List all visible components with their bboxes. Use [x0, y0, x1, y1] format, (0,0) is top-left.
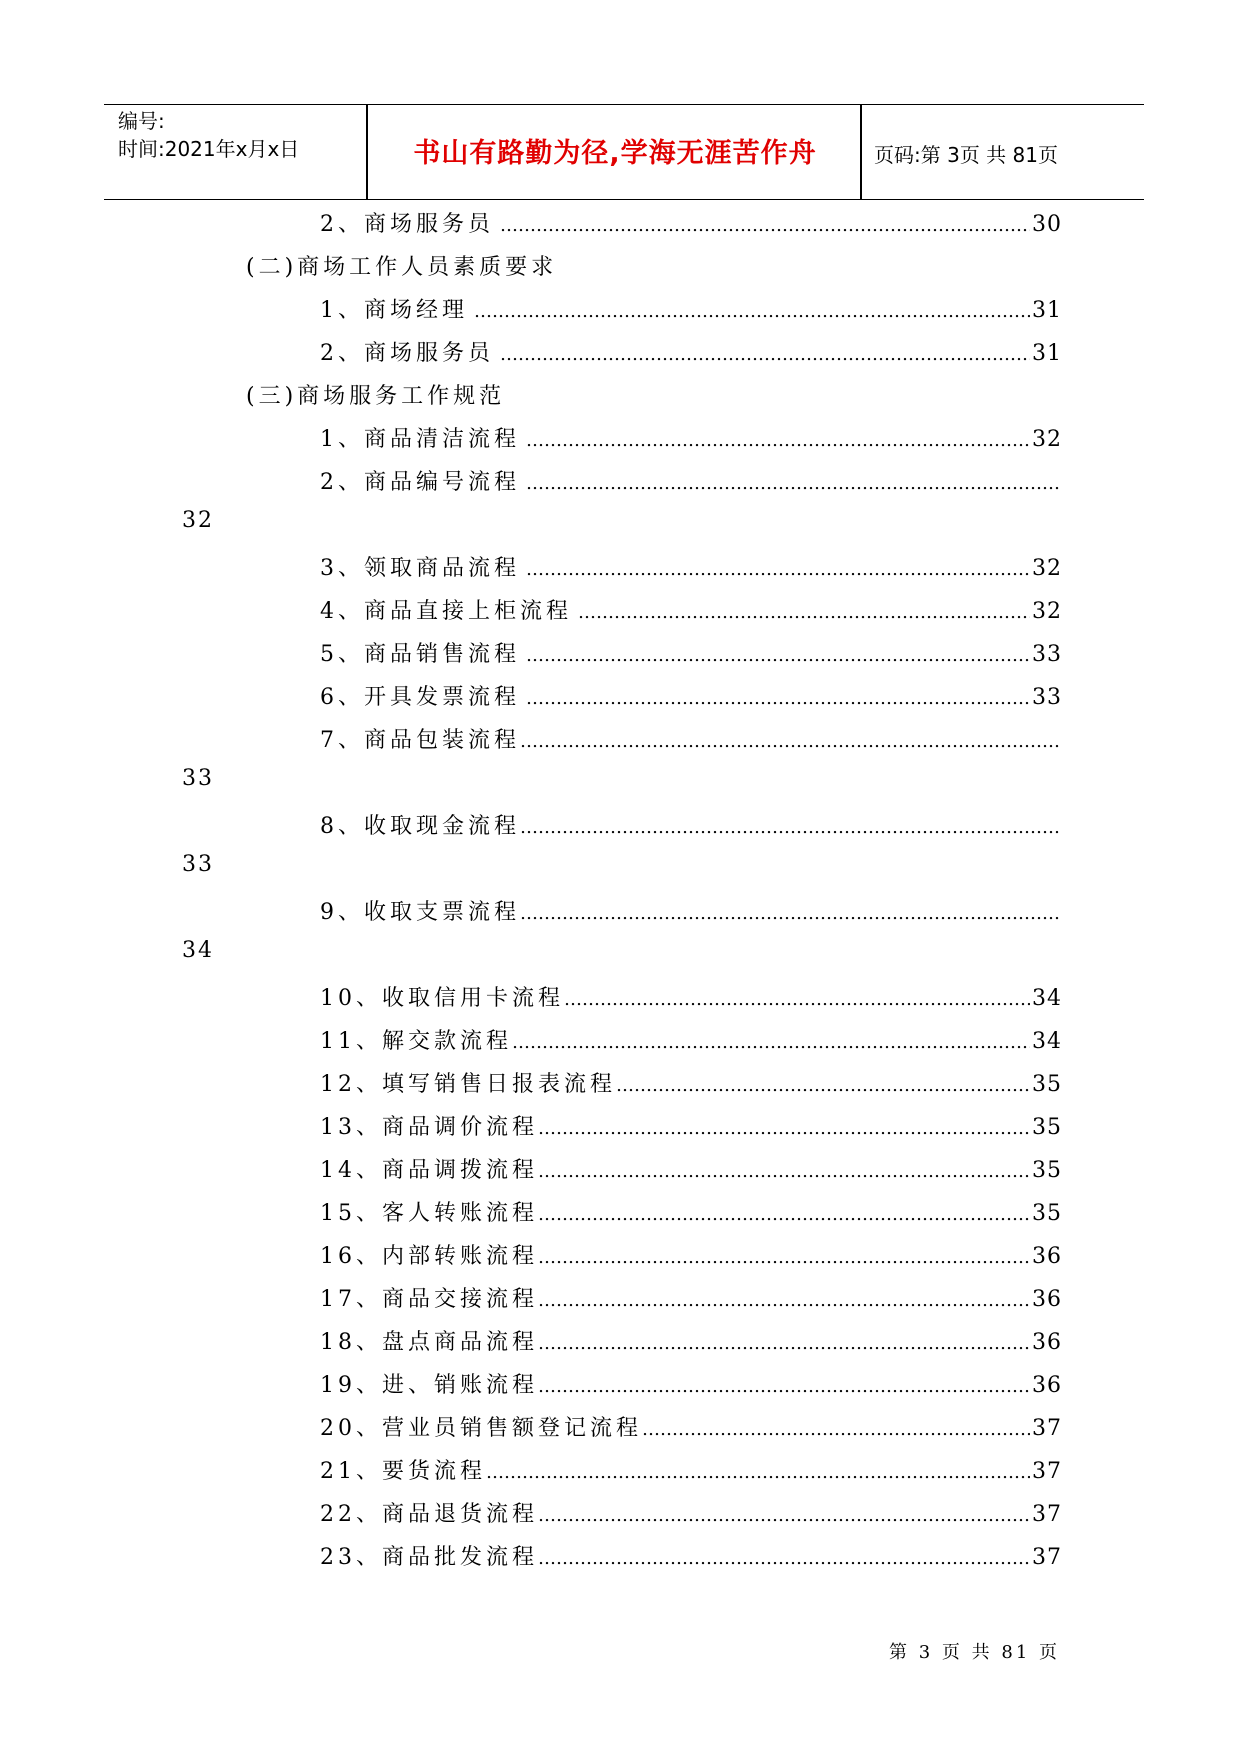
toc-entry-page: 35 — [1032, 1201, 1062, 1226]
toc-leader — [520, 903, 1060, 924]
toc-entry-page-wrapped: 32 — [182, 508, 214, 533]
toc-entry[interactable] — [320, 594, 1062, 624]
page-header — [104, 104, 1144, 200]
toc-entry-page: 34 — [1032, 1029, 1062, 1054]
toc-entry-label: 21、要货流程 — [320, 1459, 486, 1484]
toc-entry-label: 17、商品交接流程 — [320, 1287, 538, 1312]
toc-leader — [538, 1548, 1030, 1569]
toc-leader — [500, 215, 1030, 236]
toc-leader — [538, 1204, 1030, 1225]
toc-leader — [564, 989, 1030, 1010]
page-footer: 第 3 页 共 81 页 — [889, 1642, 1060, 1663]
toc-entry[interactable] — [320, 465, 1062, 495]
toc-entry[interactable] — [320, 895, 1062, 925]
toc-leader — [520, 731, 1060, 752]
toc-entry-label: 13、商品调价流程 — [320, 1115, 538, 1140]
toc-leader — [538, 1376, 1030, 1397]
toc-entry-label: 5、商品销售流程 — [320, 642, 520, 667]
toc-entry-page: 33 — [1032, 685, 1062, 710]
toc-entry[interactable] — [320, 336, 1062, 366]
toc-entry[interactable] — [320, 1368, 1062, 1398]
toc-leader — [538, 1247, 1030, 1268]
toc-leader — [526, 559, 1030, 580]
toc-entry-page: 32 — [1032, 599, 1062, 624]
toc-leader — [538, 1333, 1030, 1354]
toc-entry[interactable] — [320, 422, 1062, 452]
toc-entry[interactable] — [320, 1153, 1062, 1183]
toc-entry[interactable] — [320, 1024, 1062, 1054]
toc-entry-page-wrapped: 33 — [182, 852, 214, 877]
toc-entry-page: 37 — [1032, 1545, 1062, 1570]
toc-entry-label: 18、盘点商品流程 — [320, 1330, 538, 1355]
toc-entry[interactable] — [320, 1540, 1062, 1570]
toc-leader — [526, 473, 1060, 494]
toc-entry-label: 16、内部转账流程 — [320, 1244, 538, 1269]
toc-entry-page: 37 — [1032, 1502, 1062, 1527]
toc-entry-page: 36 — [1032, 1373, 1062, 1398]
toc-entry-label: 6、开具发票流程 — [320, 685, 520, 710]
toc-entry[interactable] — [320, 1239, 1062, 1269]
toc-entry-label: 2、商场服务员 — [320, 341, 494, 366]
toc-entry-label: 2、商场服务员 — [320, 212, 494, 237]
toc-entry[interactable] — [320, 551, 1062, 581]
toc-leader — [538, 1118, 1030, 1139]
toc-leader — [578, 602, 1030, 623]
toc-leader — [642, 1419, 1030, 1440]
toc-entry[interactable] — [320, 1497, 1062, 1527]
toc-entry[interactable] — [320, 1454, 1062, 1484]
toc-entry-label: 20、营业员销售额登记流程 — [320, 1416, 642, 1441]
toc-entry-page: 32 — [1032, 427, 1062, 452]
toc-leader — [538, 1290, 1030, 1311]
toc-entry-page: 31 — [1032, 341, 1062, 366]
toc-entry-page: 31 — [1032, 298, 1062, 323]
toc-leader — [526, 688, 1030, 709]
toc-entry-label: 1、商品清洁流程 — [320, 427, 520, 452]
toc-leader — [486, 1462, 1030, 1483]
toc-entry-label: 4、商品直接上柜流程 — [320, 599, 572, 624]
toc-entry-label: 7、商品包装流程 — [320, 728, 520, 753]
toc-entry-page-wrapped: 34 — [182, 938, 214, 963]
toc-entry-label: 9、收取支票流程 — [320, 900, 520, 925]
toc-entry-page: 33 — [1032, 642, 1062, 667]
toc-entry-label: 23、商品批发流程 — [320, 1545, 538, 1570]
toc-entry-page: 37 — [1032, 1416, 1062, 1441]
toc-entry-label: 11、解交款流程 — [320, 1029, 512, 1054]
header-divider — [860, 105, 862, 199]
toc-section-label: (二)商场工作人员素质要求 — [246, 255, 558, 280]
toc-entry-page: 35 — [1032, 1072, 1062, 1097]
toc-leader — [520, 817, 1060, 838]
toc-entry[interactable] — [320, 1282, 1062, 1312]
toc-entry[interactable] — [320, 207, 1062, 237]
toc-entry-page: 34 — [1032, 986, 1062, 1011]
toc-entry-page-wrapped: 33 — [182, 766, 214, 791]
header-page-label: 页码:第 3页 共 81页 — [874, 143, 1058, 167]
toc-entry-page: 35 — [1032, 1115, 1062, 1140]
toc-entry[interactable] — [320, 809, 1062, 839]
toc-section-heading[interactable] — [246, 250, 846, 280]
toc-entry-label: 14、商品调拨流程 — [320, 1158, 538, 1183]
toc-entry[interactable] — [320, 723, 1062, 753]
toc-entry-label: 19、进、销账流程 — [320, 1373, 538, 1398]
toc-leader — [512, 1032, 1030, 1053]
toc-entry-page: 36 — [1032, 1330, 1062, 1355]
serial-label: 编号: — [118, 109, 165, 133]
toc-leader — [500, 344, 1030, 365]
toc-entry-label: 12、填写销售日报表流程 — [320, 1072, 616, 1097]
toc-entry[interactable] — [320, 1110, 1062, 1140]
toc-entry[interactable] — [320, 981, 1062, 1011]
toc-leader — [526, 645, 1030, 666]
toc-entry-label: 3、领取商品流程 — [320, 556, 520, 581]
toc-entry-label: 10、收取信用卡流程 — [320, 986, 564, 1011]
toc-leader — [538, 1161, 1030, 1182]
toc-entry-page: 36 — [1032, 1244, 1062, 1269]
toc-entry[interactable] — [320, 293, 1062, 323]
toc-leader — [538, 1505, 1030, 1526]
toc-section-label: (三)商场服务工作规范 — [246, 384, 506, 409]
toc-entry-label: 1、商场经理 — [320, 298, 468, 323]
toc-entry-label: 15、客人转账流程 — [320, 1201, 538, 1226]
toc-entry[interactable] — [320, 637, 1062, 667]
toc-entry-page: 37 — [1032, 1459, 1062, 1484]
toc-entry[interactable] — [320, 680, 1062, 710]
toc-leader — [526, 430, 1030, 451]
toc-entry[interactable] — [320, 1325, 1062, 1355]
toc-entry-page: 36 — [1032, 1287, 1062, 1312]
toc-entry-page: 32 — [1032, 556, 1062, 581]
toc-leader — [616, 1075, 1030, 1096]
toc-entry[interactable] — [320, 1196, 1062, 1226]
time-label: 时间:2021年x月x日 — [118, 137, 300, 161]
toc-section-heading[interactable] — [246, 379, 846, 409]
toc-entry-page: 30 — [1032, 212, 1062, 237]
toc-entry-label: 8、收取现金流程 — [320, 814, 520, 839]
toc-entry-page: 35 — [1032, 1158, 1062, 1183]
toc-entry-label: 22、商品退货流程 — [320, 1502, 538, 1527]
toc-entry[interactable] — [320, 1067, 1062, 1097]
header-motto: 书山有路勤为径,学海无涯苦作舟 — [413, 138, 817, 169]
toc-entry-label: 2、商品编号流程 — [320, 470, 520, 495]
header-meta — [118, 107, 358, 163]
toc-entry[interactable] — [320, 1411, 1062, 1441]
toc-leader — [474, 301, 1030, 322]
header-divider — [366, 105, 368, 199]
